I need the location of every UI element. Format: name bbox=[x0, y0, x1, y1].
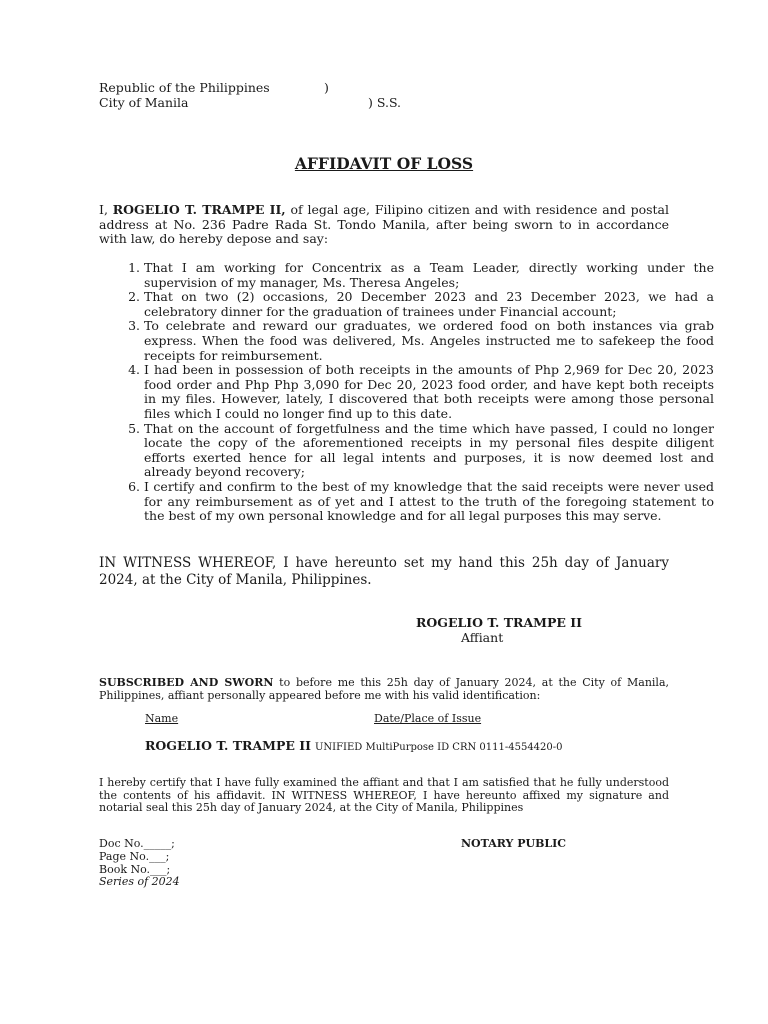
jurat-paragraph bbox=[99, 676, 669, 702]
list-item: 1. That I am working for Concentrix as a Team Leader, directly working under the supervision of my manager, Ms. Theresa Angeles; bbox=[144, 261, 714, 290]
affiant-name: ROGELIO T. TRAMPE II, bbox=[112, 202, 286, 217]
witness-paragraph: IN WITNESS WHEREOF, I have hereunto set my hand this 25h day of January 2024, at the City of Manila, Philippines. bbox=[99, 555, 669, 588]
venue-city: City of Manila bbox=[99, 95, 189, 110]
list-item: 2. That on two (2) occasions, 20 December 2023 and 23 December 2023, we had a celebratory dinner for the graduation of trainees under Financial account; bbox=[144, 290, 714, 319]
id-row-id: UNIFIED MultiPurpose ID CRN 0111-4554420-0 bbox=[314, 742, 563, 753]
series-no: Series of 2024 bbox=[99, 875, 180, 888]
intro-paragraph bbox=[99, 203, 669, 247]
venue-ss: ) S.S. bbox=[368, 95, 402, 110]
jurat-text: to before me this 25h day of January 2024, at the City of Manila, Philippines, affiant personally appeared before me with his valid identification: bbox=[99, 676, 669, 702]
list-item: 6. I certify and confirm to the best of my knowledge that the said receipts were never used for any reimbursement as of yet and I attest to the truth of the foregoing statement to the best of my own personal knowledge and for all legal purposes this may serve. bbox=[144, 480, 714, 524]
deposition-list bbox=[99, 261, 714, 524]
intro-prefix: I, bbox=[99, 202, 113, 217]
id-row-name: ROGELIO T. TRAMPE II bbox=[145, 738, 311, 753]
certification-paragraph: I hereby certify that I have fully examined the affiant and that I am satisfied that he fully understood the contents of his affidavit. IN WITNESS WHEREOF, I have hereunto affixed my signature and notarial seal this 25h day of January 2024, at the City of Manila, Philippines bbox=[99, 776, 669, 814]
jurat-bold: SUBSCRIBED AND SWORN bbox=[99, 676, 274, 689]
document-title: AFFIDAVIT OF LOSS bbox=[294, 154, 474, 173]
id-table-header bbox=[145, 712, 481, 725]
notary-public-label: NOTARY PUBLIC bbox=[461, 837, 567, 850]
venue-republic: Republic of the Philippines bbox=[99, 80, 270, 95]
venue-line-1 bbox=[99, 80, 270, 95]
page-no: Page No.___; bbox=[99, 850, 170, 863]
intro-text: of legal age, Filipino citizen and with residence and postal address at No. 236 Padre Rada St. Tondo Manila, after being sworn to in accordance with law, do hereby depose and say: bbox=[99, 202, 669, 247]
book-no: Book No.___; bbox=[99, 863, 171, 876]
list-item: 5. That on the account of forgetfulness and the time which have passed, I could no longer locate the copy of the aforementioned receipts in my personal files despite diligent efforts exerted hence for all legal intents and purposes, it is now deemed lost and already beyond recovery; bbox=[144, 422, 714, 480]
venue-paren-1: ) bbox=[324, 80, 329, 95]
id-table-row bbox=[145, 738, 563, 753]
list-item: 3. To celebrate and reward our graduates, we ordered food on both instances via grab express. When the food was delivered, Ms. Angeles instructed me to safekeep the food receipts for reimbursement. bbox=[144, 319, 714, 363]
list-item: 4. I had been in possession of both receipts in the amounts of Php 2,969 for Dec 20, 2023 food order and Php Php 3,090 for Dec 20, 2023 food order, and have kept both receipts in my files. However, lately, I discovered that both receipts were among those personal files which I could no longer find up to this date. bbox=[144, 363, 714, 421]
id-col-date: Date/Place of Issue bbox=[374, 712, 482, 725]
id-col-name: Name bbox=[145, 712, 179, 725]
signature-role: Affiant bbox=[461, 630, 504, 645]
doc-no: Doc No._____; bbox=[99, 837, 175, 850]
signature-name: ROGELIO T. TRAMPE II bbox=[416, 615, 582, 630]
